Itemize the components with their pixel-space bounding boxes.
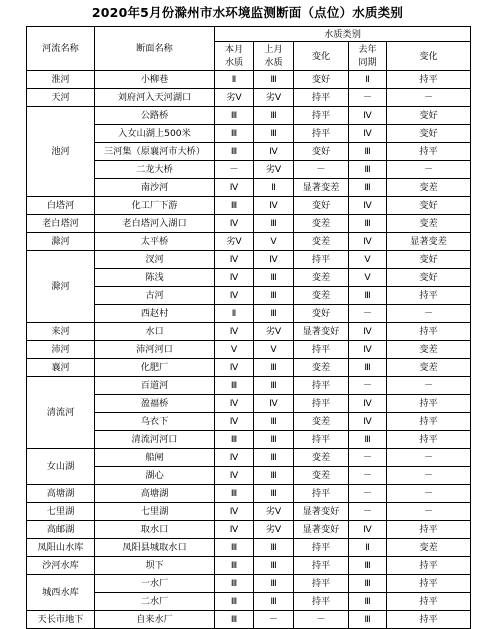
current-quality: Ⅳ	[215, 521, 254, 539]
table-row	[27, 233, 471, 251]
last-year-quality: Ⅲ	[349, 143, 387, 161]
section-name: 取水口	[95, 521, 215, 539]
section-name: 公路桥	[95, 107, 215, 125]
last-year-quality: Ⅴ	[349, 269, 387, 287]
change-month: 变差	[294, 359, 349, 377]
table-row	[27, 575, 471, 593]
current-quality: Ⅲ	[215, 431, 254, 449]
last-year-quality: Ⅲ	[349, 359, 387, 377]
change-year: 变好	[387, 269, 471, 287]
change-month: 变差	[294, 449, 349, 467]
section-name: 船闸	[95, 449, 215, 467]
current-quality: Ⅳ	[215, 413, 254, 431]
section-name: 太平桥	[95, 233, 215, 251]
change-year: 持平	[387, 557, 471, 575]
change-year: 变好	[387, 125, 471, 143]
change-month: 持平	[294, 251, 349, 269]
change-year: 持平	[387, 323, 471, 341]
section-name: 自来水厂	[95, 611, 215, 629]
last-year-quality: Ⅲ	[349, 179, 387, 197]
current-quality: 劣Ⅴ	[215, 233, 254, 251]
change-year: 持平	[387, 521, 471, 539]
header-row-1	[27, 27, 471, 42]
river-name: 淮河	[27, 71, 95, 89]
last-month-quality: Ⅲ	[254, 125, 294, 143]
current-quality: Ⅲ	[215, 575, 254, 593]
last-month-quality: Ⅲ	[254, 269, 294, 287]
change-month: 变差	[294, 215, 349, 233]
table-row	[27, 557, 471, 575]
last-year-quality: Ⅲ	[349, 431, 387, 449]
section-name: 南沙河	[95, 179, 215, 197]
last-month-quality: Ⅴ	[254, 233, 294, 251]
change-month: 显著变好	[294, 521, 349, 539]
change-year: 变好	[387, 197, 471, 215]
section-name: 刘府河入天河湖口	[95, 89, 215, 107]
current-quality: Ⅲ	[215, 593, 254, 611]
table-row	[27, 89, 471, 107]
current-quality: Ⅱ	[215, 71, 254, 89]
table-row	[27, 359, 471, 377]
last-year-quality: －	[349, 89, 387, 107]
section-name: 一水厂	[95, 575, 215, 593]
last-year-quality: Ⅳ	[349, 323, 387, 341]
table-row	[27, 449, 471, 467]
current-quality: Ⅲ	[215, 539, 254, 557]
last-year-quality: Ⅱ	[349, 539, 387, 557]
change-year: 变差	[387, 179, 471, 197]
last-year-quality: Ⅳ	[349, 413, 387, 431]
change-year: 变差	[387, 341, 471, 359]
last-month-quality: Ⅲ	[254, 449, 294, 467]
change-month: 持平	[294, 395, 349, 413]
current-quality: Ⅲ	[215, 377, 254, 395]
last-year-quality: Ⅲ	[349, 215, 387, 233]
section-name: 高塘湖	[95, 485, 215, 503]
table-row	[27, 251, 471, 269]
last-year-quality: Ⅲ	[349, 557, 387, 575]
section-name: 二龙大桥	[95, 161, 215, 179]
header-last-year: 去年 同期	[349, 42, 387, 71]
current-quality: Ⅳ	[215, 215, 254, 233]
change-month: 变差	[294, 269, 349, 287]
change-year: －	[387, 467, 471, 485]
last-month-quality: 劣Ⅴ	[254, 89, 294, 107]
section-name: 坝下	[95, 557, 215, 575]
section-name: 陈浅	[95, 269, 215, 287]
current-quality: Ⅳ	[215, 179, 254, 197]
section-name: 清流河河口	[95, 431, 215, 449]
change-month: 持平	[294, 341, 349, 359]
change-year: 持平	[387, 431, 471, 449]
section-name: 古河	[95, 287, 215, 305]
change-year: －	[387, 305, 471, 323]
section-name: 湖心	[95, 467, 215, 485]
header-section: 断面名称	[95, 27, 215, 71]
last-year-quality: －	[349, 485, 387, 503]
change-year: －	[387, 449, 471, 467]
current-quality: Ⅴ	[215, 341, 254, 359]
current-quality: Ⅳ	[215, 323, 254, 341]
last-month-quality: Ⅲ	[254, 359, 294, 377]
header-current-month: 本月 水质	[215, 42, 254, 71]
table-row	[27, 323, 471, 341]
change-month: 变好	[294, 143, 349, 161]
change-year: 持平	[387, 143, 471, 161]
last-year-quality: Ⅳ	[349, 197, 387, 215]
change-month: 显著变好	[294, 503, 349, 521]
section-name: 二水厂	[95, 593, 215, 611]
river-name: 天河	[27, 89, 95, 107]
river-name: 凤阳山水库	[27, 539, 95, 557]
last-year-quality: Ⅳ	[349, 233, 387, 251]
last-month-quality: Ⅲ	[254, 485, 294, 503]
change-month: 显著变差	[294, 179, 349, 197]
current-quality: Ⅲ	[215, 611, 254, 629]
header-river: 河流名称	[27, 27, 95, 71]
change-year: 显著变差	[387, 233, 471, 251]
last-month-quality: Ⅳ	[254, 395, 294, 413]
change-month: 变差	[294, 413, 349, 431]
header-change: 变化	[294, 42, 349, 71]
last-year-quality: －	[349, 305, 387, 323]
last-year-quality: Ⅱ	[349, 71, 387, 89]
current-quality: Ⅳ	[215, 449, 254, 467]
change-month: 持平	[294, 107, 349, 125]
current-quality: 劣Ⅴ	[215, 89, 254, 107]
section-name: 老白塔河入湖口	[95, 215, 215, 233]
change-month: 持平	[294, 485, 349, 503]
change-year: 持平	[387, 611, 471, 629]
table-row	[27, 107, 471, 125]
table-row	[27, 521, 471, 539]
last-month-quality: Ⅲ	[254, 575, 294, 593]
table-row	[27, 71, 471, 89]
last-year-quality: －	[349, 449, 387, 467]
change-year: －	[387, 503, 471, 521]
table-row	[27, 539, 471, 557]
change-month: 变差	[294, 233, 349, 251]
change-month: 显著变好	[294, 323, 349, 341]
change-year: 持平	[387, 593, 471, 611]
current-quality: Ⅳ	[215, 269, 254, 287]
last-year-quality: Ⅲ	[349, 611, 387, 629]
river-name: 滁河	[27, 233, 95, 251]
river-name: 沛河	[27, 341, 95, 359]
change-month: 持平	[294, 125, 349, 143]
river-name: 高塘湖	[27, 485, 95, 503]
last-year-quality: Ⅳ	[349, 341, 387, 359]
river-name: 来河	[27, 323, 95, 341]
last-month-quality: Ⅲ	[254, 413, 294, 431]
last-year-quality: Ⅳ	[349, 521, 387, 539]
river-name: 女山湖	[27, 449, 95, 485]
change-month: 持平	[294, 575, 349, 593]
last-year-quality: Ⅳ	[349, 107, 387, 125]
last-year-quality: Ⅲ	[349, 287, 387, 305]
last-year-quality: －	[349, 377, 387, 395]
river-name: 七里湖	[27, 503, 95, 521]
section-name: 三河集（原襄河市大桥）	[95, 143, 215, 161]
section-name: 百道河	[95, 377, 215, 395]
current-quality: Ⅲ	[215, 197, 254, 215]
change-year: 持平	[387, 395, 471, 413]
change-month: 持平	[294, 539, 349, 557]
river-name: 沙河水库	[27, 557, 95, 575]
last-month-quality: Ⅲ	[254, 377, 294, 395]
last-month-quality: Ⅳ	[254, 143, 294, 161]
table-row	[27, 611, 471, 629]
last-month-quality: Ⅲ	[254, 431, 294, 449]
current-quality: Ⅲ	[215, 485, 254, 503]
section-name: 盈福桥	[95, 395, 215, 413]
last-month-quality: Ⅲ	[254, 593, 294, 611]
change-year: －	[387, 377, 471, 395]
header-change-yoy: 变化	[387, 42, 471, 71]
last-month-quality: Ⅳ	[254, 197, 294, 215]
section-name: 小柳巷	[95, 71, 215, 89]
current-quality: Ⅳ	[215, 251, 254, 269]
water-quality-table	[26, 26, 471, 629]
last-month-quality: Ⅲ	[254, 467, 294, 485]
river-name: 高邮湖	[27, 521, 95, 539]
section-name: 汊河	[95, 251, 215, 269]
last-year-quality: Ⅳ	[349, 125, 387, 143]
river-name: 池河	[27, 107, 95, 197]
last-year-quality: Ⅴ	[349, 251, 387, 269]
change-month: 持平	[294, 593, 349, 611]
table-row	[27, 215, 471, 233]
change-month: 变差	[294, 467, 349, 485]
change-month: 持平	[294, 431, 349, 449]
change-year: 持平	[387, 575, 471, 593]
change-year: －	[387, 485, 471, 503]
current-quality: Ⅲ	[215, 143, 254, 161]
page-title: 2020年5月份滁州市水环境监测断面（点位）水质类别	[91, 5, 404, 20]
last-month-quality: 劣Ⅴ	[254, 161, 294, 179]
last-month-quality: Ⅲ	[254, 557, 294, 575]
table-row	[27, 503, 471, 521]
current-quality: Ⅳ	[215, 395, 254, 413]
last-month-quality: Ⅲ	[254, 107, 294, 125]
change-year: 变好	[387, 251, 471, 269]
change-month: 持平	[294, 557, 349, 575]
last-month-quality: Ⅲ	[254, 305, 294, 323]
section-name: 入女山湖上500米	[95, 125, 215, 143]
current-quality: Ⅲ	[215, 557, 254, 575]
river-name: 白塔河	[27, 197, 95, 215]
river-name: 襄河	[27, 359, 95, 377]
last-month-quality: －	[254, 611, 294, 629]
change-month: 持平	[294, 377, 349, 395]
change-year: －	[387, 161, 471, 179]
last-year-quality: －	[349, 503, 387, 521]
section-name: 西赵村	[95, 305, 215, 323]
section-name: 水口	[95, 323, 215, 341]
section-name: 七里湖	[95, 503, 215, 521]
change-month: 持平	[294, 89, 349, 107]
current-quality: Ⅱ	[215, 305, 254, 323]
last-month-quality: Ⅲ	[254, 539, 294, 557]
river-name: 清流河	[27, 377, 95, 449]
current-quality: Ⅳ	[215, 359, 254, 377]
last-year-quality: Ⅲ	[349, 575, 387, 593]
last-month-quality: Ⅲ	[254, 287, 294, 305]
current-quality: Ⅳ	[215, 467, 254, 485]
last-month-quality: 劣Ⅴ	[254, 521, 294, 539]
section-name: 凤阳县城取水口	[95, 539, 215, 557]
current-quality: Ⅲ	[215, 107, 254, 125]
header-quality-group: 水质类别	[215, 27, 471, 42]
change-year: 变差	[387, 215, 471, 233]
table-row	[27, 341, 471, 359]
last-month-quality: 劣Ⅴ	[254, 503, 294, 521]
last-month-quality: Ⅲ	[254, 71, 294, 89]
change-month: 变好	[294, 197, 349, 215]
change-year: 变好	[387, 107, 471, 125]
section-name: 沛河河口	[95, 341, 215, 359]
change-year: 变差	[387, 539, 471, 557]
change-year: 持平	[387, 413, 471, 431]
change-year: －	[387, 89, 471, 107]
section-name: 乌衣下	[95, 413, 215, 431]
river-name: 滁河	[27, 251, 95, 323]
current-quality: －	[215, 161, 254, 179]
change-year: 持平	[387, 287, 471, 305]
last-year-quality: Ⅲ	[349, 161, 387, 179]
change-month: 变好	[294, 305, 349, 323]
change-year: 持平	[387, 71, 471, 89]
table-row	[27, 485, 471, 503]
last-year-quality: －	[349, 467, 387, 485]
table-row	[27, 377, 471, 395]
change-month: 变好	[294, 71, 349, 89]
last-year-quality: Ⅲ	[349, 593, 387, 611]
current-quality: Ⅳ	[215, 503, 254, 521]
change-month: 变差	[294, 287, 349, 305]
section-name: 化肥厂	[95, 359, 215, 377]
last-month-quality: Ⅲ	[254, 215, 294, 233]
last-month-quality: Ⅴ	[254, 341, 294, 359]
header-last-month: 上月 水质	[254, 42, 294, 71]
last-year-quality: Ⅳ	[349, 395, 387, 413]
current-quality: Ⅳ	[215, 287, 254, 305]
change-month: －	[294, 161, 349, 179]
last-month-quality: Ⅱ	[254, 179, 294, 197]
current-quality: Ⅲ	[215, 125, 254, 143]
last-month-quality: Ⅳ	[254, 251, 294, 269]
section-name: 化工厂下游	[95, 197, 215, 215]
last-month-quality: 劣Ⅴ	[254, 323, 294, 341]
river-name: 老白塔河	[27, 215, 95, 233]
river-name: 城西水库	[27, 575, 95, 611]
table-row	[27, 197, 471, 215]
change-month: －	[294, 611, 349, 629]
change-year: 变差	[387, 359, 471, 377]
river-name: 天长市地下	[27, 611, 95, 629]
